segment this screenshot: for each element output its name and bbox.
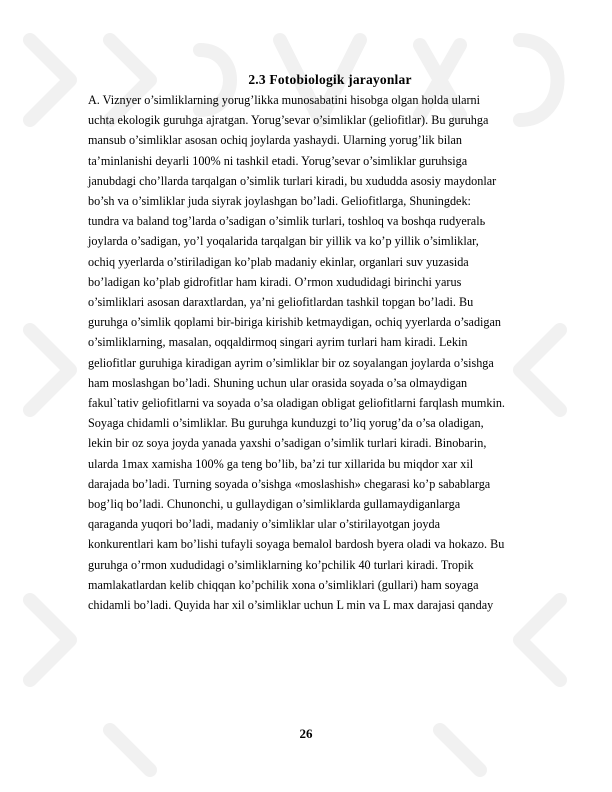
text-line: mamlakatlardan kelib chiqqan ko’pchilik xona o’simliklari (gullari) ham soyaga xyxy=(88,577,479,592)
text-line: ochiq yyerlarda o’stiriladigan ko’plab madaniy ekinlar, organlari suv yuzasida xyxy=(88,254,469,269)
body-paragraph xyxy=(88,90,572,615)
text-line: bo’ladigan ko’plab gidrofitlar ham kiradi. O’rmon xududidagi birinchi yarus xyxy=(88,274,462,289)
text-line: guruhga o’rmon xududidagi o’simliklarning ko’pchilik 40 turlari kiradi. Tropik xyxy=(88,557,474,572)
text-line: uchta ekologik guruhga ajratgan. Yorug’sevar o’simliklar (geliofitlar). Bu guruhga xyxy=(88,113,489,128)
text-line: ham moslashgan bo’ladi. Shuning uchun ular orasida soyada o’sa olmaydigan xyxy=(88,375,468,390)
text-line: konkurentlari kam bo’lishi tufayli soyaga bemalol bardosh byera oladi va hokazo. Bu xyxy=(88,537,505,552)
text-line: bog’liq bo’ladi. Chunonchi, u gullaydigan o’simliklarda gullamaydiganlarga xyxy=(88,497,461,512)
text-line: o’simliklarning, masalan, oqqaldirmoq singari ayrim turlari ham kiradi. Lekin xyxy=(88,335,468,350)
document-page xyxy=(88,70,572,615)
text-line: chidamli bo’ladi. Quyida har xil o’simliklar uchun L min va L max darajasi qanday xyxy=(88,598,494,613)
text-line: darajada bo’ladi. Turning soyada o’sishga «moslashish» chegarasi ko’p sabablarga xyxy=(88,476,491,491)
text-line: lekin bir oz soya joyda yanada yaxshi o’sadigan o’simlik turlari kiradi. Binobarin, xyxy=(88,436,487,451)
text-line: ta’minlanishi deyarli 100% ni tashkil etadi. Yorug’sevar o’simliklar guruhsiga xyxy=(88,153,468,168)
text-line: A. Viznyer o’simliklarning yorug’likka munosabatini hisobga olgan holda ularni xyxy=(88,93,481,107)
page-number: 26 xyxy=(299,726,313,741)
text-line: mansub o’simliklar asosan ochiq joylarda yashaydi. Ularning yorug’lik bilan xyxy=(88,133,463,148)
text-line: o’simliklari asosan daraxtlardan, ya’ni geliofitlardan tashkil topgan bo’ladi. Bu xyxy=(88,295,474,310)
text-line: geliofitlar guruhiga kiradigan ayrim o’simliklar bir oz soyalangan joylarda o’sishga xyxy=(88,355,494,370)
text-line: joylarda o’sadigan, yo’l yoqalarida tarqalgan bir yillik va ko’p yillik o’simliklar, xyxy=(88,234,479,249)
text-line: bo’sh va o’simliklar juda siyrak joylashgan bo’ladi. Geliofitlarga, Shuningdek: xyxy=(88,194,471,209)
text-line: janubdagi cho’llarda tarqalgan o’simlik turlari kiradi, bu xududda asosiy maydonlar xyxy=(88,173,497,188)
text-line: ularda 1max xamisha 100% ga teng bo’lib, ba’zi tur xillarida bu miqdor xar xil xyxy=(88,456,474,471)
text-line: qaraganda yuqori bo’ladi, madaniy o’simliklar ular o’stirilayotgan joyda xyxy=(88,517,440,532)
text-line: guruhga o’simlik qoplami bir-biriga kirishib ketmaydigan, ochiq yyerlarda o’sadigan xyxy=(88,315,502,330)
text-line: tundra va baland tog’larda o’sadigan o’simlik turlari, toshloq va boshqa rudyeralь xyxy=(88,214,486,229)
text-line: fakul`tativ geliofitlarni va soyada o’sa oladigan obligat geliofitlarni farqlash mumkin. xyxy=(88,396,505,411)
text-line: Soyaga chidamli o’simliklar. Bu guruhga kunduzgi to’liq yorug’da o’sa oladigan, xyxy=(88,416,484,431)
section-title: 2.3 Fotobiologik jarayonlar xyxy=(248,72,412,87)
